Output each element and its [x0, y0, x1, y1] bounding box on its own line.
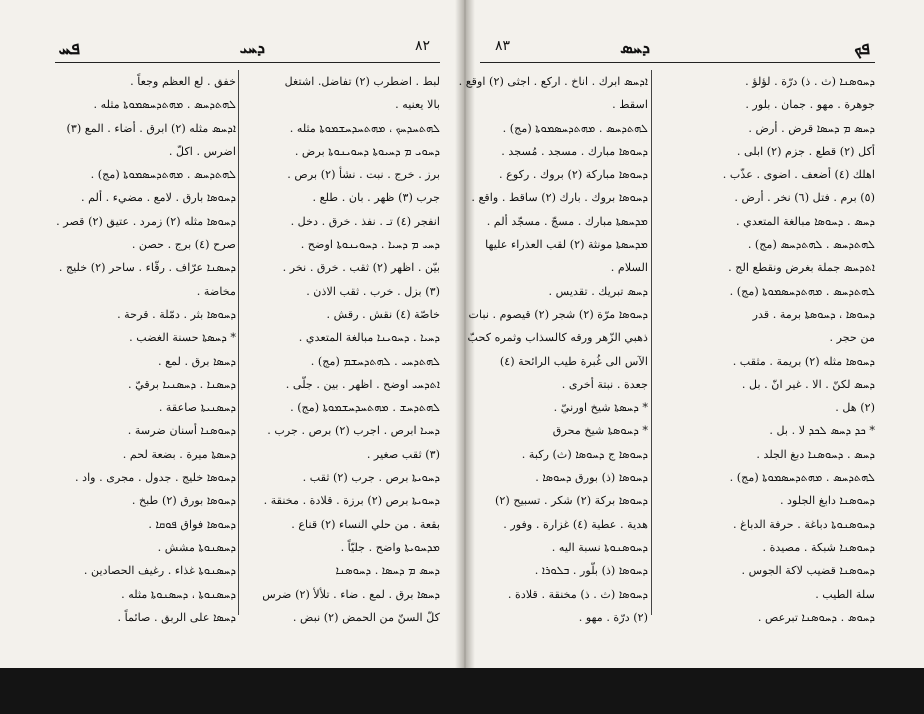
entry-line: ܕܚܘܣܐ بروك . بارك (٢) ساقط . واقع . — [471, 191, 648, 205]
entry-line: ܕܚܣ . ܕܚܘܣܢܐ دبغ الجلد . — [756, 447, 875, 461]
entry-line: (٢) هل . — [835, 401, 875, 415]
entry-line: ܠܗܬܕܚܣ . ܡܗܬܕܚܣܡܘܬܐ (مج) . — [502, 121, 648, 135]
entry-line: لبط . اضطرب (٢) تفاضل. اشتغل — [284, 75, 440, 88]
entry-line: ܡܕܚܘܝܬܐ واضح . جليّاً . — [340, 540, 440, 554]
entry-line: ܕܚܣ لكنّ . الا . غير انّ . بل . — [741, 377, 875, 391]
entry-line: (٢) درّة . مهو . — [578, 610, 648, 624]
entry-line: جرب (٣) ظهر . بان . طلع . — [312, 191, 440, 205]
right-header-rule — [480, 62, 875, 63]
entry-line: ܐܕܚܣ مثله (٢) ابرق . أضاء . المع (٣) — [66, 121, 236, 135]
entry-line: سلة الطيب . — [815, 587, 875, 601]
entry-line: ܕܚܘܣܢܐ شبكة . مصيدة . — [762, 540, 875, 554]
entry-line: صرح (٤) برج . حصن . — [131, 238, 236, 252]
right-column-right — [653, 70, 875, 629]
entry-line: ܕܚܣܐ على الربق . صائماً . — [117, 610, 236, 624]
entry-line: ܕܚܘܝ ܡ ܕܚܝܘܬܐ ܕܚܘܝܢܘܬܐ برض . — [294, 144, 440, 158]
entry-line: ܐܬܕܚܝ اوضح . اظهر . بين . جلّى . — [285, 377, 440, 391]
entry-line: ܕܚܣ ܡ ܕܚܣܐ . ܕܚܘܣܢܐ — [335, 564, 440, 578]
entry-line: ܕܚܘܣܢܘܬܐ دباغة . حرفة الدباغ . — [733, 517, 875, 531]
entry-line: ܕܚܘܣܐ بثر . دمّلة . قرحة . — [117, 307, 236, 321]
entry-line: * ܟܕ ܕܚܣ ܠܟܕ لا . بل . — [769, 424, 875, 438]
scan-bottom-margin — [0, 668, 924, 714]
entry-line: بيّن . اظهر (٢) ثقب . خرق . نخر . — [282, 261, 440, 275]
entry-line: ܕܚܝܐ ابرص . اجرب (٢) برص . جرب . — [267, 424, 440, 438]
entry-line: ܕܚܣܢܘܬܐ ، ܕܚܣܢܘܬܐ مثله . — [121, 587, 236, 601]
entry-line: من حجر . — [829, 331, 875, 345]
entry-line: ܠܗܬܕܚܣ . ܡܗܬܕܚܣܡܘܬܐ (مج) . — [729, 284, 875, 298]
entry-line: ܕܚܣܢܘܬܐ غذاء . رغيف الحصادين . — [83, 564, 236, 578]
entry-line: ܕܚܘܣܢܘܬܐ نسبة اليه . — [551, 540, 648, 554]
entry-line: ܐܕܚܣ ابرك . اناخ . اركع . اجثى (٢) اوقع . — [458, 75, 648, 88]
left-catchword: ܦܚ — [58, 38, 80, 59]
entry-line: اسقط . — [612, 98, 648, 112]
entry-line: ܕܚܘܣܐ بارق . لامع . مضيء . ألم . — [80, 191, 236, 205]
entry-line: السلام . — [610, 261, 648, 275]
entry-line: * ܕܚܣܬܐ حسنة الغضب . — [129, 331, 236, 345]
entry-line: بقعة . من حلي النساء (٢) قناع . — [291, 517, 440, 531]
entry-line: اضرس . اكلّ . — [168, 144, 236, 158]
entry-line: (٥) برم . فتل (٦) نخر . أرض . — [734, 191, 875, 205]
entry-line: ܡܕܚܣܬܐ مبارك . مسجّ . مسجّد ألم . — [486, 214, 648, 228]
right-page-header — [475, 38, 870, 64]
entry-line: ذهبي الزّهر ورقه كالسذاب وثمره كحبّ — [467, 331, 648, 345]
entry-line: ܕܚܣܢܘܬܐ مشش . — [157, 540, 236, 554]
entry-line: ܕܚܘܣܐ مثله (٢) زمرد . عتيق (٢) قصر . — [56, 214, 236, 228]
entry-line: ܠܗܬܕܚܣ . ܠܗܬܕܚܣ (مج) . — [747, 238, 875, 252]
entry-line: ܕܚܘܣܐ (ذ) بورق ܕܚܘܣܐ . — [535, 471, 648, 485]
entry-line: ܠܗܬܚܕܚܟ ، ܡܗܬܚܕܚܫܡܘܬܐ مثله . — [289, 121, 440, 135]
entry-line: ܕܚܘܣܐ مرّة (٢) شجر (٢) قيصوم . نبات — [468, 307, 648, 321]
entry-line: ܠܗܬܕܚܣ . ܡܗܬܕܚܣܡܘܬܐ (مج) . — [729, 471, 875, 485]
left-column-divider — [238, 70, 239, 615]
right-page — [458, 0, 924, 668]
entry-line: ܕܚܘܣܐ مثله (٢) بريمة . مثقب . — [732, 354, 875, 368]
entry-line: ܕܚܘܣ . ܕܚܘܣܢܐ تبرعص . — [757, 610, 875, 624]
left-column-left — [58, 70, 236, 629]
entry-line: ܕܚܘܝܬܐ برص . جرب (٢) ثقب . — [302, 471, 440, 485]
entry-line: بالا يعنيه . — [395, 98, 440, 112]
entry-line: ܠܗܬܕܚܣ . ܡܗܬܕܚܣܡܘܬܐ مثله . — [93, 98, 236, 112]
entry-line: ܠܗܬܕܚܣ . ܡܗܬܕܚܣܡܘܬܐ (مج) . — [90, 168, 236, 182]
entry-line: ܕܚܣܢܐ . ܕܚܣܢܝܐ برقيّ . — [127, 377, 236, 391]
entry-line: مخاضة . — [196, 284, 236, 298]
entry-line: كلّ السنّ من الحمض (٢) نبض . — [292, 610, 440, 624]
entry-line: ܕܚܘܣܐ ج ܕܚܘܣܐ (ث) ركبة . — [521, 447, 648, 461]
entry-line: ܕܚܣܬܐ ميرة . بضعة لحم . — [122, 447, 236, 461]
entry-line: ܕܚܘܣܐ مباركة (٢) بروك . ركوع . — [499, 168, 648, 182]
entry-line: ܕܚܘܣܢܐ دابغ الجلود . — [779, 494, 875, 508]
entry-line: ܕܚܘܣܐ بركة (٢) شكر . تسبيح (٢) — [495, 494, 648, 508]
entry-line: ܕܚܝܐ . ܕܚܘܝܢܐ مبالغة المتعدي . — [298, 331, 440, 345]
right-catchword: ܦܟ — [854, 38, 870, 59]
entry-line: ܕܚܣܐ برق . لمع . — [157, 354, 236, 368]
entry-line: * ܕܚܘܣܬܐ شيخ محرق — [552, 424, 648, 438]
entry-line: ܕܚܘܣܐ ، ܕܚܘܣܬܐ برمة . قدر — [752, 307, 875, 321]
entry-line: جوهرة . مهو . جمان . بلور . — [745, 98, 875, 112]
entry-line: ܕܚܘܣܢܐ قضيب لاكة الجوس . — [741, 564, 875, 578]
entry-line: انفجر (٤) تـ . نفذ . خرق . دخل . — [290, 214, 440, 228]
entry-line: ܕܚܘܝܬܐ برص (٢) برزة . قلادة . مخنقة . — [263, 494, 440, 508]
entry-line: ܐܬܕܚܣ جملة بغرض ونقطع الج . — [728, 261, 875, 275]
entry-line: ܕܚܝ ܡ ܕܚܝܐ . ܕܚܘܝܢܘܬܐ اوضح . — [300, 238, 440, 252]
entry-line: اهلك (٤) أضعف . اضوى . عذّب . — [722, 168, 875, 182]
entry-line: أكل (٢) قطع . جزم (٢) ابلى . — [736, 144, 875, 158]
entry-line: ܕܚܘܣܐ (ذ) بلّور . ܒܠܘܪܐ . — [534, 564, 648, 578]
entry-line: ܠܗܬܕܚܝ . ܠܗܬܕܚܫܡ (مج) . — [310, 354, 440, 368]
entry-line: الآس الى غُبرة طيب الرائحة (٤) — [499, 354, 648, 368]
left-page — [0, 0, 455, 668]
entry-line: ܕܚܣ ܡ ܕܚܣܐ قرض . أرض . — [748, 121, 875, 135]
left-column-right — [240, 70, 440, 629]
entry-line: ܕܚܘܣܐ خليج . جدول . مجرى . واد . — [74, 471, 236, 485]
left-page-number: ٨٢ — [414, 38, 430, 54]
entry-line: خاصّة (٤) نقش . رقش . — [326, 307, 440, 321]
entry-line: (٣) ثقب صغير . — [366, 447, 440, 461]
entry-line: جعدة . نبتة أخرى . — [561, 377, 648, 391]
left-header-word: ܕܚܝ — [239, 38, 265, 57]
left-page-header — [50, 38, 440, 64]
entry-line: ܕܚܘܣܐ بورق (٢) طبخ . — [131, 494, 236, 508]
entry-line: ܕܚܘܣܢܐ أسنان ضرسة . — [127, 424, 236, 438]
entry-line: ܕܚܣ . ܕܚܘܣܐ مبالغة المتعدي . — [736, 214, 875, 228]
entry-line: ܕܚܣܐ برق . لمع . ضاء . تلألأ (٢) ضرس — [262, 587, 440, 601]
right-header-word: ܕܚܣ — [620, 38, 650, 57]
right-column-left — [458, 70, 648, 629]
entry-line: ܠܗܬܕܚܫ . ܡܗܬܚܕܚܫܡܘܬܐ (مج) . — [290, 401, 440, 415]
entry-line: ܕܚܘܣܐ (ث . ذ) مخنقة . قلادة . — [507, 587, 648, 601]
entry-line: ܕܚܣ تبريك . تقديس . — [548, 284, 648, 298]
entry-line: ܕܚܘܣܐ فواق ܦܘܩܐ . — [148, 517, 236, 531]
entry-line: ܕܚܘܣܐ مبارك . مسجد . مُسجد . — [501, 144, 648, 158]
right-page-number: ٨٣ — [494, 38, 510, 54]
entry-line: * ܕܚܣܬܐ شيخ اورنيّ . — [553, 401, 648, 415]
entry-line: (٣) بزل . خرب . ثقب الاذن . — [306, 284, 440, 298]
left-header-rule — [55, 62, 440, 63]
entry-line: ܡܕܚܣܬܐ مونثة (٢) لقب العذراء عليها — [485, 238, 648, 252]
right-column-divider — [651, 70, 652, 615]
entry-line: خفق . لع العظم وجعاً . — [130, 75, 236, 88]
entry-line: ܕܚܣܢܝܬܐ صاعقة . — [158, 401, 236, 415]
entry-line: برز . خرج . نبت . نشأ (٢) برص . — [287, 168, 440, 182]
entry-line: ܕܚܘܣܢܐ (ث . ذ) درّة . لؤلؤ . — [745, 75, 875, 88]
entry-line: ܕܚܣܢܐ عرّاف . رقّاء . ساحر (٢) خليج . — [58, 261, 236, 275]
entry-line: هدية . عطية (٤) غزارة . وفور . — [503, 517, 648, 531]
